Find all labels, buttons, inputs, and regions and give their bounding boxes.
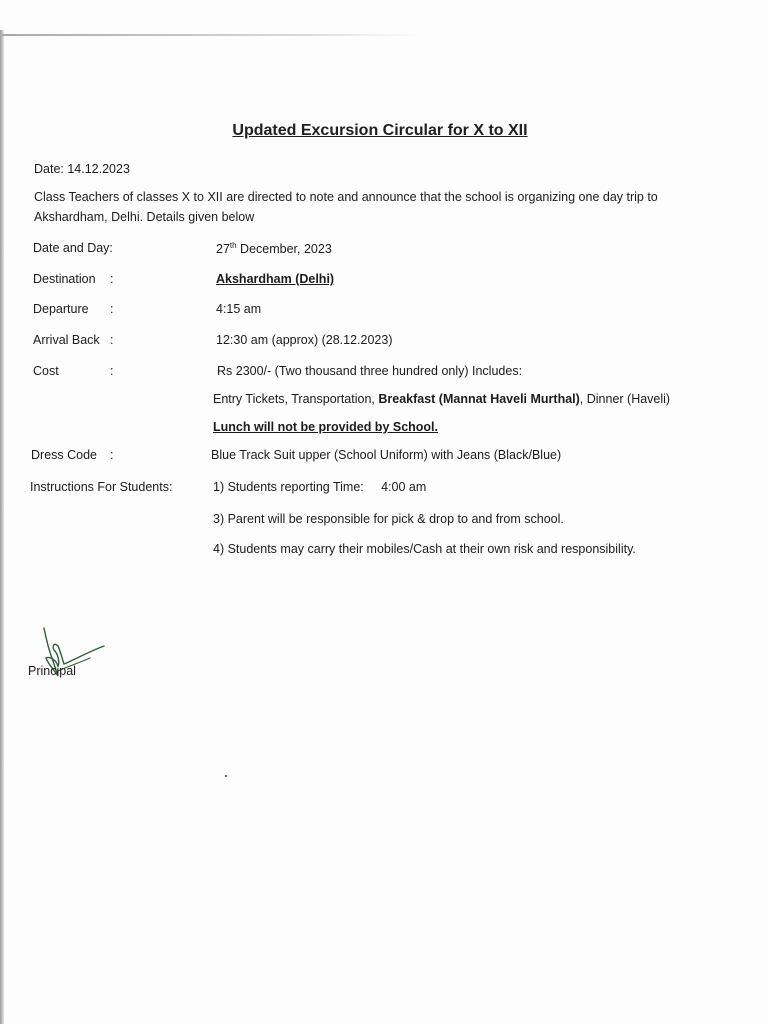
dress-code-colon: :	[110, 448, 114, 462]
circular-date: Date: 14.12.2023	[34, 162, 130, 176]
includes-part-2: , Dinner (Haveli)	[579, 392, 671, 406]
instructions-label: Instructions For Students:	[30, 480, 173, 494]
scan-left-edge	[0, 30, 4, 1024]
destination-colon: :	[110, 272, 114, 286]
instruction-3: 3) Parent will be responsible for pick & drop to and from school.	[213, 512, 564, 526]
instruction-4: 4) Students may carry their mobiles/Cash at their own risk and responsibility.	[213, 542, 636, 556]
date-suffix: th	[229, 241, 237, 250]
cost-label: Cost	[33, 364, 59, 378]
arrival-value: 12:30 am (approx) (28.12.2023)	[216, 333, 393, 347]
circular-title: Updated Excursion Circular for X to XII	[232, 122, 528, 139]
departure-value: 4:15 am	[216, 302, 262, 316]
includes-breakfast: Breakfast (Mannat Haveli Murthal)	[378, 392, 580, 406]
dress-code-value: Blue Track Suit upper (School Uniform) with Jeans (Black/Blue)	[211, 448, 562, 462]
circular-intro: Class Teachers of classes X to XII are directed to note and announce that the school is organizing one day trip to Akshardham, Delhi. Details given below	[34, 190, 658, 224]
destination-value: Akshardham (Delhi)	[216, 272, 335, 286]
date-rest: December, 2023	[236, 242, 332, 257]
includes-part-1: Entry Tickets, Transportation,	[213, 392, 379, 406]
cost-colon: :	[110, 364, 114, 378]
departure-colon: :	[110, 302, 114, 316]
dress-code-label: Dress Code	[31, 448, 97, 462]
signature-label: Principal	[28, 664, 76, 678]
date-day: 27	[216, 242, 230, 257]
instruction-1: 1) Students reporting Time: 4:00 am	[213, 480, 427, 494]
destination-label: Destination	[33, 272, 96, 286]
arrival-label: Arrival Back	[33, 333, 100, 347]
cost-value: Rs 2300/- (Two thousand three hundred only) Includes:	[217, 364, 523, 378]
date-value	[216, 241, 332, 256]
departure-label: Departure	[33, 302, 89, 316]
arrival-colon: :	[110, 333, 114, 347]
date-label: Date and Day:	[33, 241, 113, 255]
scan-top-edge	[0, 34, 420, 36]
lunch-note: Lunch will not be provided by School.	[213, 420, 439, 434]
cost-includes	[213, 392, 670, 406]
scan-speck	[225, 775, 227, 777]
